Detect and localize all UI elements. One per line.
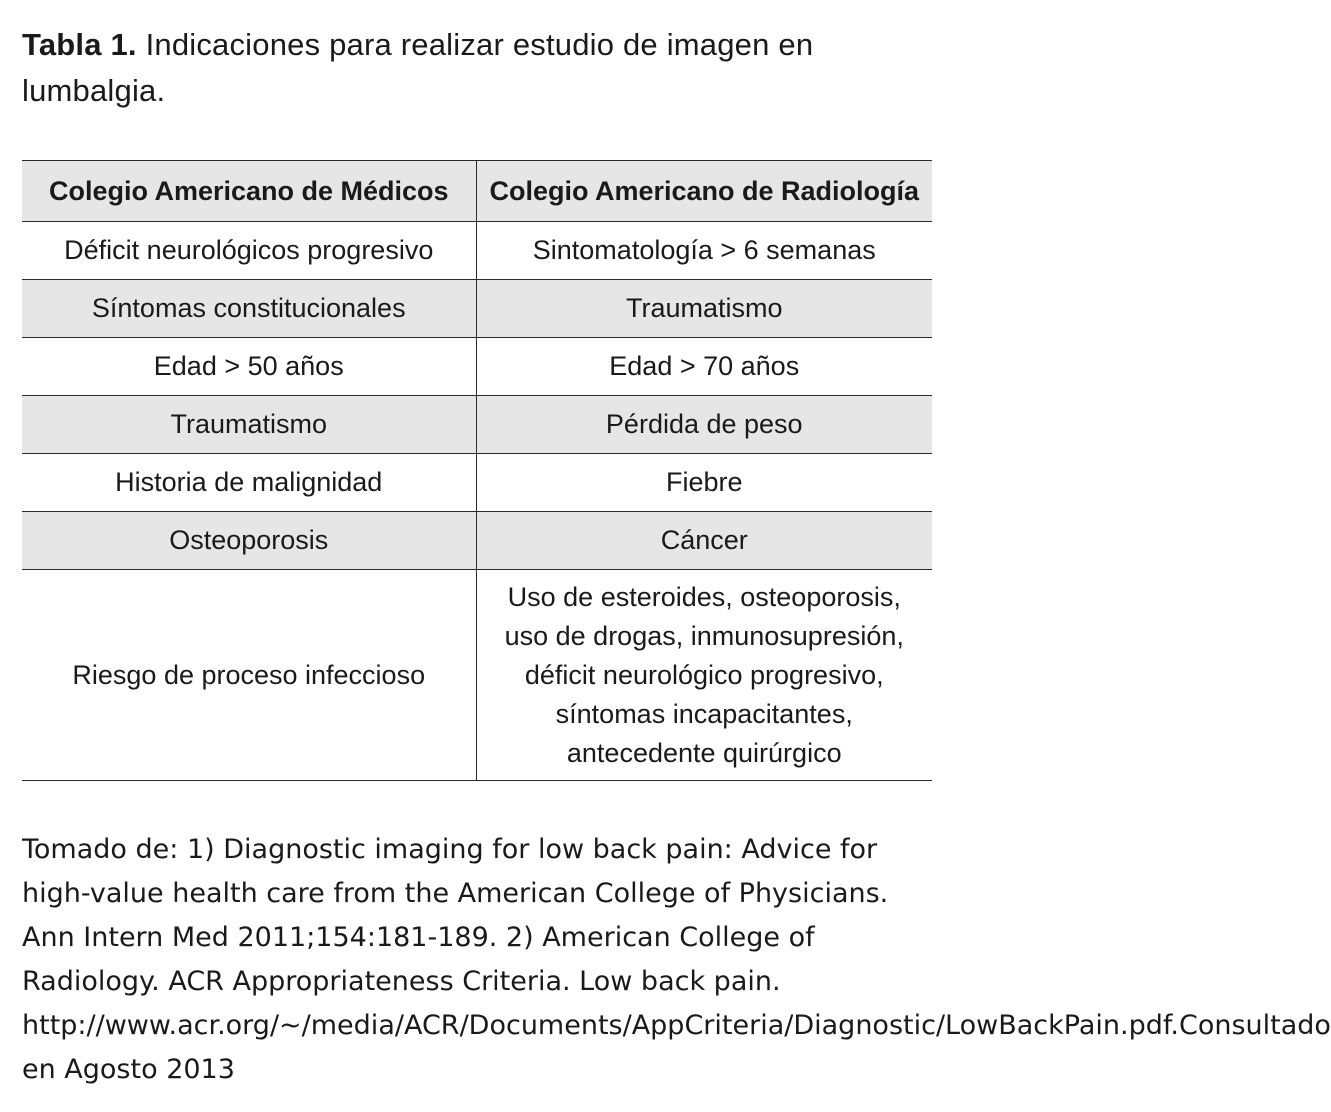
cell-acr: Pérdida de peso — [476, 396, 932, 454]
cell-line: déficit neurológico progresivo, — [524, 659, 884, 690]
cell-line: uso de drogas, inmunosupresión, — [504, 620, 904, 651]
table-row-last — [22, 570, 932, 781]
table-header-row — [22, 161, 932, 222]
cell-acp: Síntomas constitucionales — [22, 280, 476, 338]
cell-acr: Cáncer — [476, 512, 932, 570]
cell-line: síntomas incapacitantes, — [555, 698, 853, 729]
source-footnote: Tomado de: 1) Diagnostic imaging for low back pain: Advice for high-value health care from the American College of Physicians. Ann Intern Med 2011;154:181-189. 2) American College of Radiology. ACR Appropriateness Criteria. Low back pain. http://www.acr.org/~/media/ACR/Documents/AppCriteria/Diagnostic/LowBackPain.pdf.Consultado en Agosto 2013 — [22, 834, 1331, 1085]
cell-acp: Osteoporosis — [22, 512, 476, 570]
table-caption — [22, 22, 938, 114]
header-acp: Colegio Americano de Médicos — [22, 161, 476, 222]
cell-acp: Historia de malignidad — [22, 454, 476, 512]
table-row — [22, 512, 932, 570]
cell-line: antecedente quirúrgico — [566, 737, 842, 768]
cell-acr: Sintomatología > 6 semanas — [476, 222, 932, 280]
table-row — [22, 280, 932, 338]
table-row — [22, 396, 932, 454]
header-acr: Colegio Americano de Radiología — [476, 161, 932, 222]
table-row — [22, 338, 932, 396]
cell-acr: Fiebre — [476, 454, 932, 512]
caption-text: Indicaciones para realizar estudio de imagen en lumbalgia. — [22, 27, 814, 108]
cell-acr: Edad > 70 años — [476, 338, 932, 396]
cell-line: Uso de esteroides, osteoporosis, — [507, 581, 901, 612]
cell-acr: Traumatismo — [476, 280, 932, 338]
indications-table — [22, 160, 932, 781]
table-row — [22, 222, 932, 280]
table-row — [22, 454, 932, 512]
cell-acp: Edad > 50 años — [22, 338, 476, 396]
cell-acp: Riesgo de proceso infeccioso — [22, 570, 476, 781]
cell-acp: Traumatismo — [22, 396, 476, 454]
cell-acr-multiline — [476, 570, 932, 781]
cell-acp: Déficit neurológicos progresivo — [22, 222, 476, 280]
caption-label: Tabla 1. — [22, 27, 137, 62]
